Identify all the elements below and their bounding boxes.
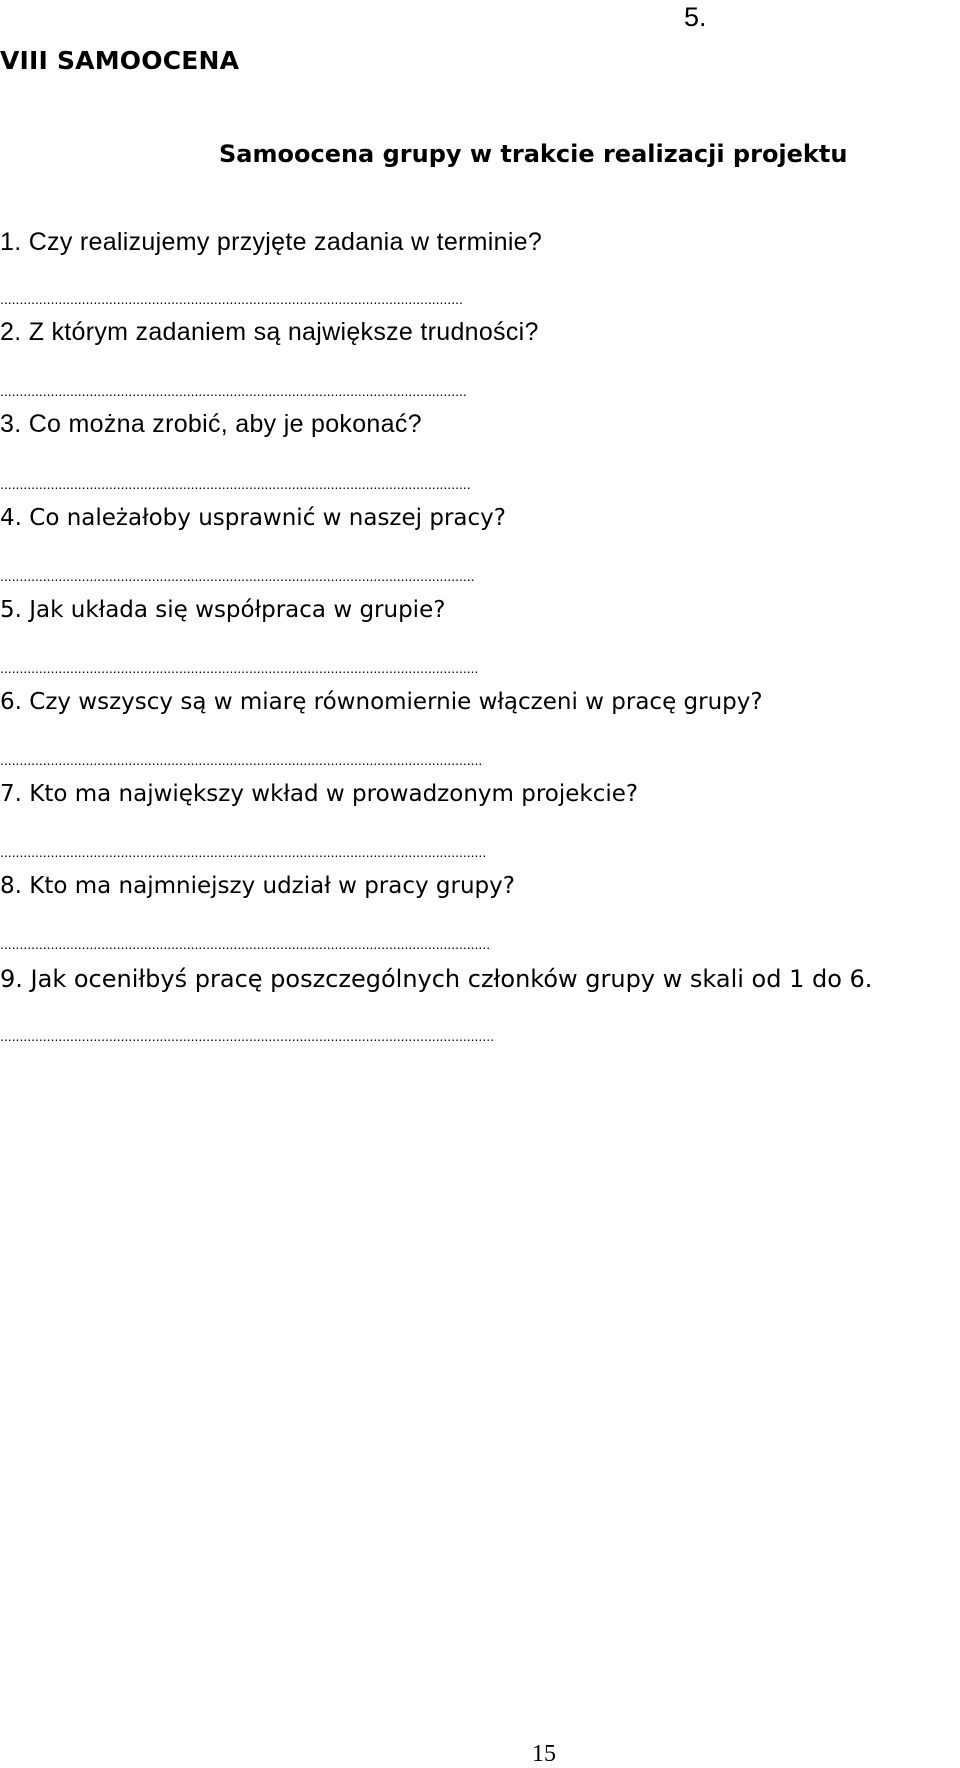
question-9: 9. Jak oceniłbyś pracę poszczególnych członków grupy w skali od 1 do 6. <box>0 965 873 993</box>
question-2: 2. Z którym zadaniem są największe trudności? <box>0 318 539 346</box>
answer-line-7: ............................................................................................................................. <box>0 847 487 857</box>
question-6: 6. Czy wszyscy są w miarę równomiernie włączeni w pracę grupy? <box>0 689 763 715</box>
answer-line-1: ....................................................................................................................... <box>0 294 463 304</box>
question-5: 5. Jak układa się współpraca w grupie? <box>0 597 446 623</box>
page-number: 15 <box>532 1741 556 1767</box>
answer-line-4: .......................................................................................................................... <box>0 571 475 581</box>
answer-line-2: ........................................................................................................................ <box>0 386 467 396</box>
corner-number: 5. <box>684 2 707 32</box>
question-3: 3. Co można zrobić, aby je pokonać? <box>0 410 422 438</box>
answer-line-3: ......................................................................................................................... <box>0 479 471 489</box>
question-1: 1. Czy realizujemy przyjęte zadania w terminie? <box>0 228 543 256</box>
question-4: 4. Co należałoby usprawnić w naszej pracy? <box>0 505 506 531</box>
answer-line-8: .............................................................................................................................. <box>0 939 491 949</box>
question-8: 8. Kto ma najmniejszy udział w pracy grupy? <box>0 873 515 899</box>
answer-line-9: ............................................................................................................................... <box>0 1031 494 1041</box>
answer-line-5: ........................................................................................................................... <box>0 663 479 673</box>
subtitle: Samoocena grupy w trakcie realizacji projektu <box>219 140 848 168</box>
section-title: VIII SAMOOCENA <box>0 46 240 75</box>
answer-line-6: ............................................................................................................................ <box>0 755 483 765</box>
question-7: 7. Kto ma największy wkład w prowadzonym projekcie? <box>0 781 639 807</box>
